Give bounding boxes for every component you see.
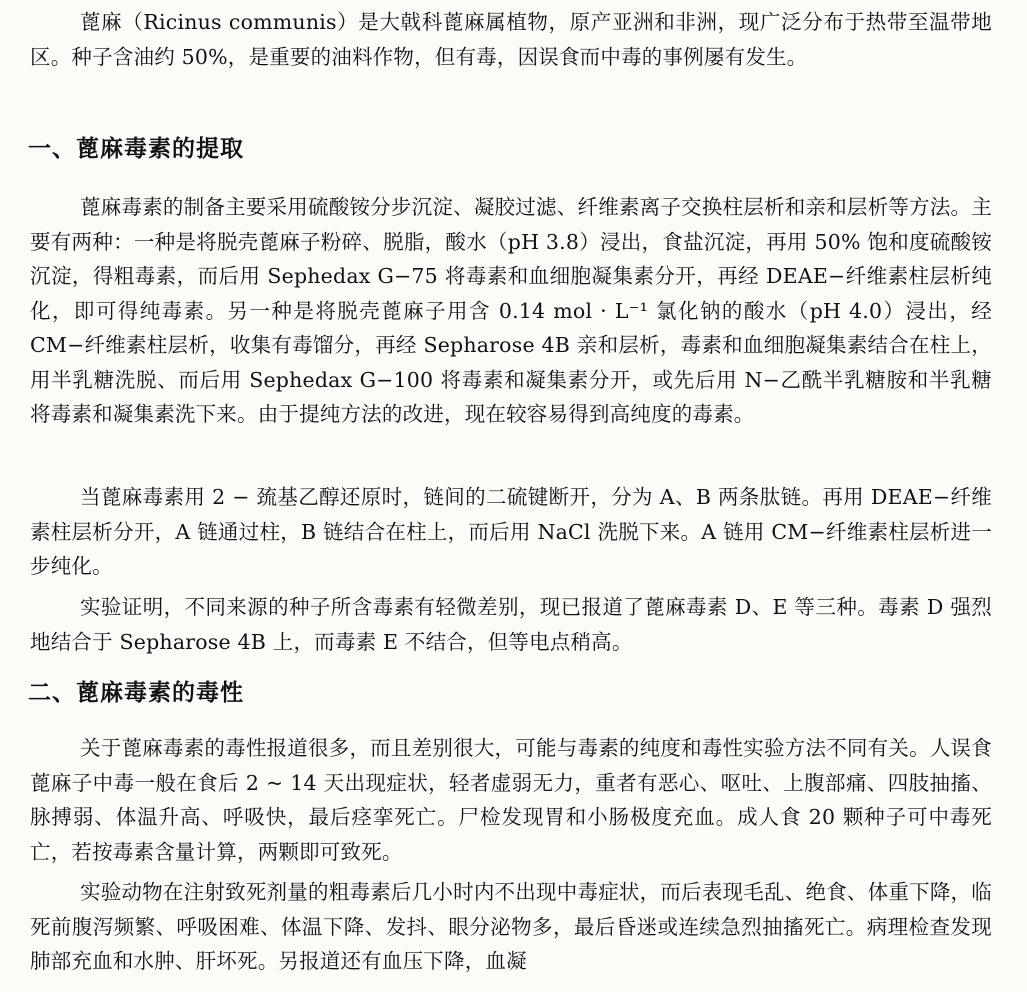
section-heading-toxicity: 二、蓖麻毒素的毒性 xyxy=(28,680,244,706)
extraction-paragraph-3: 实验证明，不同来源的种子所含毒素有轻微差别，现已报道了蓖麻毒素 D、E 等三种。毒素 D 强烈地结合于 Sepharose 4B 上，而毒素 E 不结合，但等电点稍高。 xyxy=(30,595,992,654)
intro-paragraph: 蓖麻（Ricinus communis）是大戟科蓖麻属植物，原产亚洲和非洲，现广泛分布于热带至温带地区。种子含油约 50%，是重要的油料作物，但有毒，因误食而中毒的事例屡有发生。 xyxy=(30,10,992,69)
extraction-paragraph-1: 蓖麻毒素的制备主要采用硫酸铵分步沉淀、凝胶过滤、纤维素离子交换柱层析和亲和层析等方法。主要有两种：一种是将脱壳蓖麻子粉碎、脱脂，酸水（pH 3.8）浸出，食盐沉淀，再用 50% 饱和度硫酸铵沉淀，得粗毒素，而后用 Sephedax G−75 将毒素和血细胞凝集素分开，再经 DEAE−纤维素柱层析纯化，即可得纯毒素。另一种是将脱壳蓖麻子用含 0.14 mol · L⁻¹ 氯化钠的酸水（pH 4.0）浸出，经 CM−纤维素柱层析，收集有毒馏分，再经 Sepharose 4B 亲和层析，毒素和血细胞凝集素结合在柱上，用半乳糖洗脱、而后用 Sephedax G−100 将毒素和凝集素分开，或先后用 N−乙酰半乳糖胺和半乳糖将毒素和凝集素洗下来。由于提纯方法的改进，现在较容易得到高纯度的毒素。 xyxy=(30,195,992,426)
section-heading-extraction: 一、蓖麻毒素的提取 xyxy=(28,136,244,162)
extraction-paragraph-2: 当蓖麻毒素用 2 − 巯基乙醇还原时，链间的二硫键断开，分为 A、B 两条肽链。再用 DEAE−纤维素柱层析分开，A 链通过柱，B 链结合在柱上，而后用 NaCl 洗脱下来。A 链用 CM−纤维素柱层析进一步纯化。 xyxy=(30,485,992,578)
toxicity-paragraph-1: 关于蓖麻毒素的毒性报道很多，而且差别很大，可能与毒素的纯度和毒性实验方法不同有关。人误食蓖麻子中毒一般在食后 2 ~ 14 天出现症状，轻者虚弱无力，重者有恶心、呕吐、上腹部痛、四肢抽搐、脉搏弱、体温升高、呼吸快，最后痉挛死亡。尸检发现胃和小肠极度充血。成人食 20 颗种子可中毒死亡，若按毒素含量计算，两颗即可致死。 xyxy=(30,736,992,864)
toxicity-paragraph-2: 实验动物在注射致死剂量的粗毒素后几小时内不出现中毒症状，而后表现毛乱、绝食、体重下降，临死前腹泻频繁、呼吸困难、体温下降、发抖、眼分泌物多，最后昏迷或连续急烈抽搐死亡。病理检查发现肺部充血和水肿、肝坏死。另报道还有血压下降，血凝 xyxy=(30,880,992,973)
